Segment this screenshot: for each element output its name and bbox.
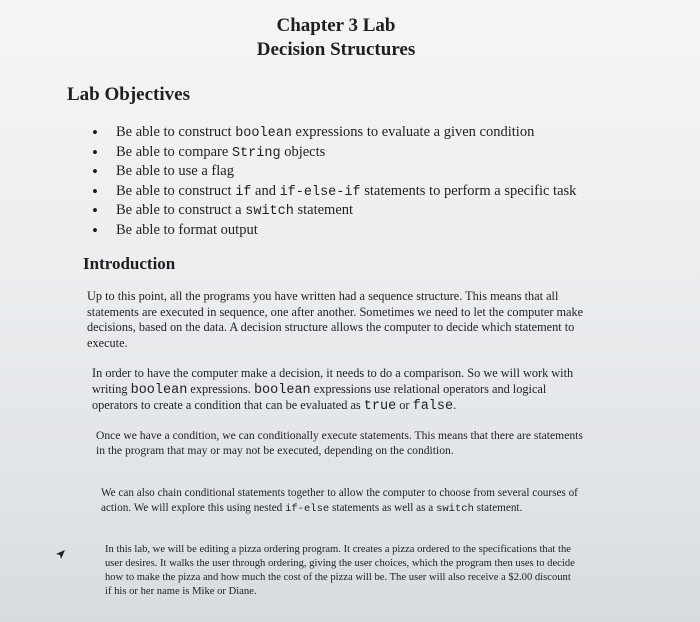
title-line-1: Chapter 3 Lab xyxy=(276,15,396,36)
objective-item: • Be able to construct a switch statement xyxy=(92,201,576,221)
mouse-pointer-icon xyxy=(54,549,66,561)
objective-item: • Be able to use a flag xyxy=(92,162,576,182)
objective-item: • Be able to construct if and if-else-if statements to perform a specific task xyxy=(92,182,576,202)
objectives-list xyxy=(92,123,576,240)
intro-paragraph-1: Up to this point, all the programs you have written had a sequence structure. This means that all statements are executed in sequence, one after another. Sometimes we need to let the computer make decisions, based on the data. A decision structure allows the computer to decide which statement to execute. xyxy=(87,289,584,350)
objective-item: • Be able to compare String objects xyxy=(92,143,576,163)
intro-paragraph-2: In order to have the computer make a decision, it needs to do a comparison. So we will work with writing boolean expressions. boolean expressions use relational operators and logical operators to create a condition that can be evaluated as true or false. xyxy=(92,366,574,415)
intro-paragraph-4: We can also chain conditional statements together to allow the computer to choose from several courses of action. We will explore this using nested if-else statements as well as a switch statement. xyxy=(101,487,578,515)
intro-paragraph-3: Once we have a condition, we can conditionally execute statements. This means that there are statements in the program that may or may not be executed, depending on the condition. xyxy=(96,429,583,457)
intro-paragraph-5: In this lab, we will be editing a pizza ordering program. It creates a pizza ordered to the specifications that the user desires. It walks the user through ordering, giving the user choices, which the program then uses to decide how to make the pizza and how much the cost of the pizza will be. The user will also receive a $2.00 discount if his or her name is Mike or Diane. xyxy=(105,544,575,597)
chapter-title xyxy=(0,14,672,62)
objective-item: • Be able to construct boolean expressions to evaluate a given condition xyxy=(92,123,576,143)
objective-item: • Be able to format output xyxy=(92,221,576,241)
introduction-heading: Introduction xyxy=(83,254,176,273)
lab-objectives-heading: Lab Objectives xyxy=(67,84,190,105)
title-line-2: Decision Structures xyxy=(256,39,416,60)
